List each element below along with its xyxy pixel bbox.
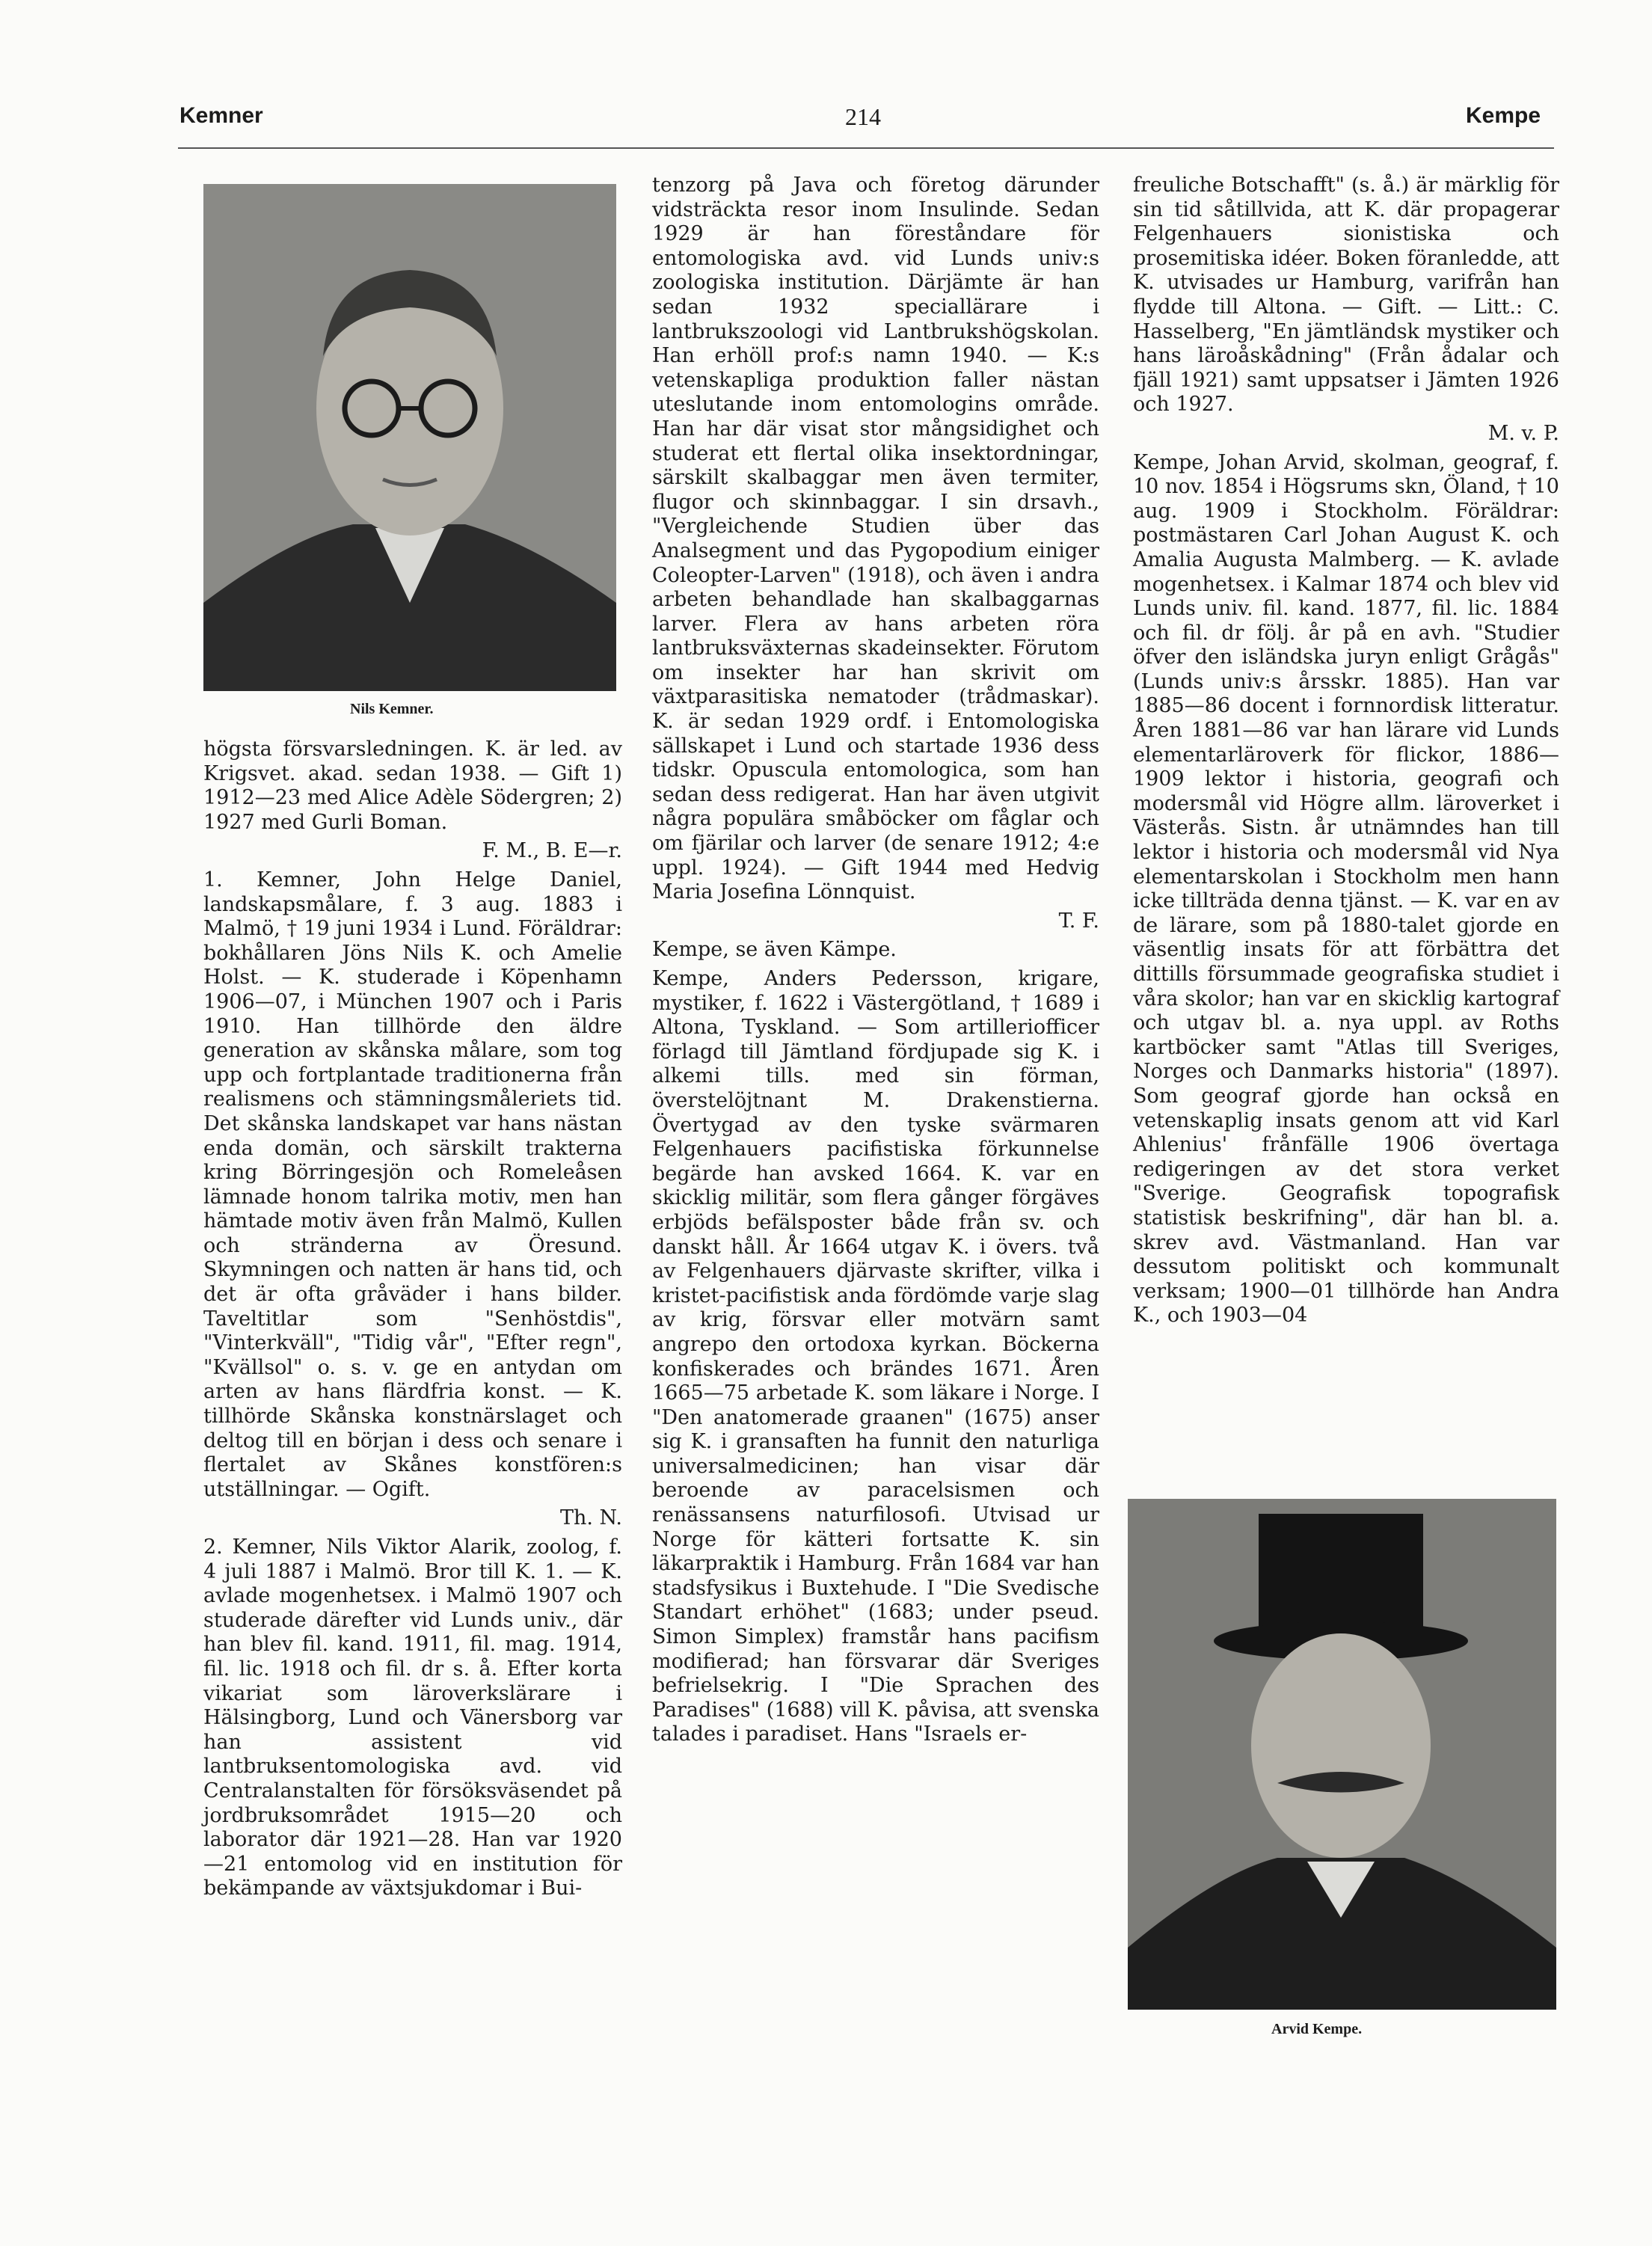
portrait-illustration <box>1128 1499 1556 2010</box>
column-2 <box>652 174 1099 1752</box>
column-1 <box>203 737 622 1906</box>
paragraph: freuliche Botschafft" (s. å.) är märklig för sin tid såtillvida, att K. där propagerar Felgenhauers sionistiska och prosemitiska idéer. Boken föranledde, att K. utvisades ur Hamburg, varifrån han flydde till Altona. — Gift. — Litt.: C. Hasselberg, "En jämtländsk mystiker och hans läroåskådning" (Från ådalar och fjäll 1921) samt uppsatser i Jämten 1926 och 1927. <box>1133 174 1559 417</box>
running-head-right: Kempe <box>1466 103 1541 128</box>
photo-caption-arvid-kempe: Arvid Kempe. <box>1271 2021 1363 2037</box>
entry-kemner-john-helge: 1. Kemner, John Helge Daniel, landskapsmålare, f. 3 aug. 1883 i Malmö, † 19 juni 1934 i Lund. Föräldrar: bokhållaren Jöns Nils K. och Amelie Holst. — K. studerade i Köpenhamn 1906—07, i München 1907 och i Paris 1910. Han tillhörde den äldre generation av skånska målare, som tog upp och fortplantade traditionerna från realismens och stämningsmåleriets tid. Det skånska landskapet var hans nästan enda domän, och särskilt trakterna kring Börringesjön och Romeleåsen lämnade honom talrika motiv, men han hämtade motiv även från Malmö, Kullen och stränderna av Öresund. Skymningen och natten är hans tid, och det är ofta gråväder i hans bilder. Taveltitlar som "Senhöstdis", "Vinterkväll", "Tidig vår", "Efter regn", "Kvällsol" o. s. v. ge en antydan om arten av hans flärdfria konst. — K. tillhörde Skånska konstnärslaget och deltog till en början i dess och senare i flertalet av Skånes konstfören:s utställningar. — Ogift. <box>203 868 622 1501</box>
portrait-illustration <box>203 184 616 691</box>
page-number: 214 <box>845 103 881 130</box>
entry-kemner-nils-viktor: 2. Kemner, Nils Viktor Alarik, zoolog, f. 4 juli 1887 i Malmö. Bror till K. 1. — K. avlade mogenhetsex. i Malmö 1907 och studerade därefter vid Lunds univ., där han blev fil. kand. 1911, fil. mag. 1914, fil. lic. 1918 och fil. dr s. å. Efter korta vikariat som läroverkslärare i Hälsingborg, Lund och Vänersborg var han assistent vid lantbruksentomologiska avd. vid Centralanstalten för försöksväsendet på jordbruksområdet 1915—20 och laborator där 1921—28. Han var 1920 —21 entomolog vid en institution för bekämpande av växtsjukdomar i Bui- <box>203 1535 622 1900</box>
entry-kempe-johan-arvid: Kempe, Johan Arvid, skolman, geograf, f. 10 nov. 1854 i Högsrums skn, Öland, † 10 aug. 1909 i Stockholm. Föräldrar: postmästaren Carl Johan August K. och Amalia Augusta Malmberg. — K. avlade mogenhetsex. i Kalmar 1874 och blev vid Lunds univ. fil. kand. 1877, fil. lic. 1884 och fil. dr följ. år på en avh. "Studier öfver den isländska juryn enligt Grågås" (Lunds univ:s årsskr. 1885). Han var 1885—86 docent i fornnordisk litteratur. Åren 1881—86 var han lärare vid Lunds elementarläroverk för flickor, 1886—1909 lektor i historia, geografi och modersmål vid Högre allm. läroverket i Västerås. Sistn. år utnämndes han till lektor i historia och modersmål vid Nya elementarskolan i Stockholm men hann icke tillträda denna tjänst. — K. var en av de lärare, som på 1880-talet gjorde en väsentlig insats för att förbättra det dittills försummade geografiska studiet i våra skolor; han var en skicklig kartograf och utgav bl. a. nya uppl. av Roths kartböcker samt "Atlas till Sveriges, Norges och Danmarks historia" (1897). Som geograf gjorde han också en vetenskaplig insats genom att vid Karl Ahlenius' frånfälle 1906 övertaga redigeringen av det stora verket "Sverige. Geografisk topografisk statistisk beskrifning", där han bl. a. skrev avd. Västmanland. Han var dessutom politiskt och kommunalt verksam; 1900—01 tillhörde han Andra K., och 1903—04 <box>1133 450 1559 1328</box>
signature: M. v. P. <box>1487 421 1559 445</box>
running-head-left: Kemner <box>179 103 263 128</box>
paragraph: tenzorg på Java och företog därunder vidsträckta resor inom Insulinde. Sedan 1929 är han föreståndare för entomologiska avd. vid Lunds univ:s zoologiska institution. Därjämte är han sedan 1932 speciallärare i lantbrukszoologi vid Lantbrukshögskolan. Han erhöll prof:s namn 1940. — K:s vetenskapliga produktion faller nästan uteslutande inom entomologins område. Han har där visat stor mångsidighet och studerat ett flertal olika insektordningar, särskilt skalbaggar men även termiter, flugor och skinnbaggar. I sin drsavh., "Vergleichende Studien über das Analsegment und das Pygopodium einiger Coleopter-Larven" (1918), och även i andra arbeten behandlade han skalbaggarnas larver. Flera av hans arbeten röra lantbruksväxternas skadeinsekter. Förutom om insekter har han skrivit om växtparasitiska nematoder (trådmaskar). K. är sedan 1929 ordf. i Entomologiska sällskapet i Lund och startade 1936 dess tidskr. Opuscula entomologica, som han sedan dess redigerat. Han har även utgivit några populära småböcker om fåglar och om fjärilar och larver (de senare 1912; 4:e uppl. 1924). — Gift 1944 med Hedvig Maria Josefina Lönnquist. <box>652 174 1099 904</box>
portrait-photo-arvid-kempe <box>1128 1499 1556 2010</box>
paragraph: högsta försvarsledningen. K. är led. av Krigsvet. akad. sedan 1938. — Gift 1) 1912—23 med Alice Adèle Södergren; 2) 1927 med Gurli Boman. <box>203 737 622 834</box>
header-rule <box>178 147 1554 149</box>
photo-caption-nils-kemner: Nils Kemner. <box>350 701 434 717</box>
entry-kempe-see-also: Kempe, se även Kämpe. <box>652 938 897 962</box>
column-3 <box>1133 174 1559 1333</box>
signature: Th. N. <box>559 1506 622 1530</box>
entry-kempe-anders: Kempe, Anders Pedersson, krigare, mystiker, f. 1622 i Västergötland, † 1689 i Altona, Tyskland. — Som artilleriofficer förlagd till Jämtland fördjupade sig K. i alkemi tills. med sin förman, överstelöjtnant M. Drakenstierna. Övertygad av den tyske svärmaren Felgenhauers pacifistiska förkunnelse begärde han avsked 1664. K. var en skicklig militär, som flera gånger förgäves erbjöds befälsposter både från sv. och danskt håll. År 1664 utgav K. i övers. två av Felgenhauers djärvaste skrifter, vilka i kristet-pacifistisk anda fördömde varje slag av krig, försvar eller motvärn samt angrepo den ortodoxa kyrkan. Böckerna konfiskerades och brändes 1671. Åren 1665—75 arbetade K. som läkare i Norge. I "Den anatomerade graanen" (1675) anser sig K. i gransaften ha funnit den naturliga universalmedicinen; han visar där beroende av paracelsismen och renässansens naturfilosofi. Utvisad ur Norge för kätteri fortsatte K. sin läkarpraktik i Hamburg. Från 1684 var han stadsfysikus i Buxtehude. I "Die Svedische Standart erhöhet" (1683; under pseud. Simon Simplex) framstår hans pacifism modifierad; han försvarar där Sveriges befrielsekrig. I "Die Sprachen des Paradises" (1688) vill K. påvisa, att svenska talades i paradiset. Hans "Israels er- <box>652 967 1099 1746</box>
signature: T. F. <box>1058 909 1099 933</box>
signature: F. M., B. E—r. <box>482 839 622 863</box>
portrait-photo-nils-kemner <box>203 184 616 691</box>
